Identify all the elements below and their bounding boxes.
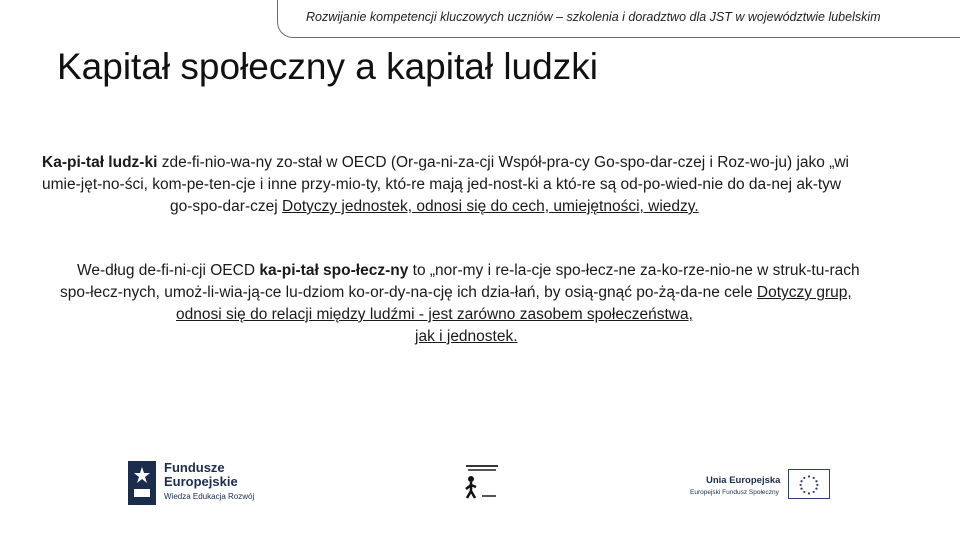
social-capital-summary-start: Dotyczy grup, — [756, 284, 852, 301]
para1-line3-start: go-spo-dar-czej — [170, 198, 278, 215]
social-capital-term: ka-pi-tał spo-łecz-ny — [259, 262, 409, 279]
banner-text: Rozwijanie kompetencji kluczowych uczniów – szkolenia i doradztwo dla JST w województwie lubelskim — [306, 10, 881, 24]
para1-line2: umie-jęt-no-ści, kom-pe-ten-cje i inne przy-mio-ty, któ-re mają jed-nost-ki a któ-re są od-po-wied-nie do da-nej ak-tyw — [42, 176, 842, 193]
slide-title: Kapitał społeczny a kapitał ludzki — [57, 46, 598, 87]
human-capital-summary: Dotyczy jednostek, odnosi się do cech, umiejętności, wiedzy. — [282, 198, 699, 215]
para1-line1 — [42, 152, 849, 173]
para1-line1-text: zde-fi-nio-wa-ny zo-stał w OECD (Or-ga-ni-za-cji Współ-pra-cy Go-spo-dar-czej i Roz-wo-ju) jako „wi — [161, 154, 850, 171]
para2-line3: odnosi się do relacji między ludźmi - jest zarówno zasobem społeczeństwa, — [176, 306, 693, 323]
para2-line1 — [77, 260, 860, 281]
para1-line3 — [170, 196, 699, 217]
ue-name: Unia Europejska — [706, 475, 781, 486]
eu-flag-icon — [788, 469, 830, 499]
header-banner — [277, 0, 960, 38]
fe-program: Wiedza Edukacja Rozwój — [164, 492, 255, 501]
human-capital-term: Ka-pi-tał ludz-ki — [42, 154, 158, 171]
fe-name-line2: Europejskie — [164, 474, 238, 489]
fe-name — [164, 461, 238, 489]
unia-europejska-logo — [688, 465, 838, 505]
para2-line2 — [60, 282, 852, 303]
para2-line2-start: spo-łecz-nych, umoż-li-wia-ją-ce lu-dziom ko-or-dy-na-cję ich dzia-łań, by osią-gnąć po-żą-da-ne cele — [60, 284, 753, 301]
lubelskie-logo-icon — [462, 463, 502, 501]
para2-line1-start: We-dług de-fi-ni-cji OECD — [77, 262, 256, 279]
para2-line1-text: to „nor-my i re-la-cje spo-łecz-ne za-ko-rze-nio-ne w struk-tu-rach — [412, 262, 860, 279]
fundusze-europejskie-logo — [128, 459, 258, 507]
footer-logos — [0, 455, 960, 515]
fe-name-line1: Fundusze — [164, 460, 225, 475]
para2-line4: jak i jednostek. — [415, 328, 518, 345]
fundusze-europejskie-mark-icon — [128, 461, 156, 505]
ue-fund: Europejski Fundusz Społeczny — [690, 489, 779, 496]
